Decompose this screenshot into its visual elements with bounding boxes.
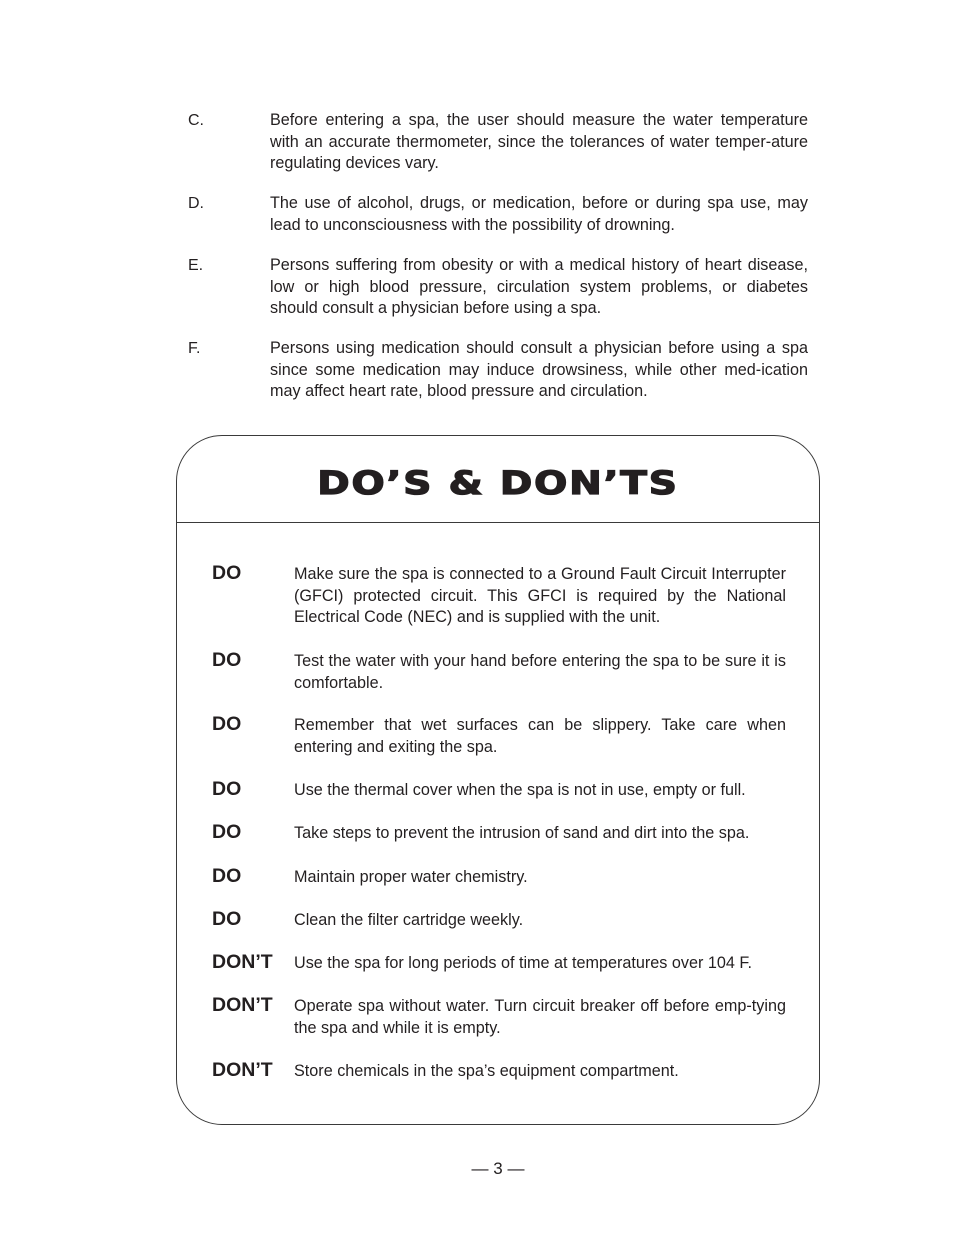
rule-text: Use the thermal cover when the spa is not in use, empty or full. (294, 781, 746, 799)
item-text: Persons using medication should consult a physician before using a spa since some medication may induce drowsiness, while other med-ication may affect heart rate, blood pressure and circulation. (270, 339, 808, 400)
title-divider (176, 522, 820, 523)
rule-text: Use the spa for long periods of time at temperatures over 104 F. (294, 954, 752, 972)
rule-text: Maintain proper water chemistry. (294, 868, 528, 886)
rule-text: Make sure the spa is connected to a Ground Fault Circuit Interrupter (GFCI) protected circuit. This GFCI is required by the National Electrical Code (NEC) and is supplied with the unit. (294, 565, 786, 626)
rule-tag: DON’T (212, 994, 273, 1016)
item-text: The use of alcohol, drugs, or medication, before or during spa use, may lead to unconsciousness with the possibility of drowning. (270, 194, 808, 234)
item-text: Persons suffering from obesity or with a medical history of heart disease, low or high blood pressure, circulation system problems, or diabetes should consult a physician before using a spa. (270, 256, 808, 317)
item-text: Before entering a spa, the user should measure the water temperature with an accurate thermometer, since the tolerances of water temper-ature regulating devices vary. (270, 111, 808, 172)
rule-tag: DON’T (212, 1059, 273, 1081)
rule-text: Store chemicals in the spa’s equipment compartment. (294, 1062, 679, 1080)
rule-text: Remember that wet surfaces can be slippery. Take care when entering and exiting the spa. (294, 716, 786, 756)
rule-text: Clean the filter cartridge weekly. (294, 911, 524, 929)
item-letter: D. (188, 195, 204, 212)
rule-text: Test the water with your hand before entering the spa to be sure it is comfortable. (294, 652, 786, 692)
rule-text: Take steps to prevent the intrusion of sand and dirt into the spa. (294, 824, 750, 842)
rule-tag: DO (212, 649, 242, 671)
rule-tag: DO (212, 713, 242, 735)
item-letter: E. (188, 257, 204, 274)
rule-tag: DO (212, 865, 242, 887)
rule-text: Operate spa without water. Turn circuit breaker off before emp-tying the spa and while it is empty. (294, 997, 786, 1037)
rule-tag: DO (212, 778, 242, 800)
item-letter: C. (188, 112, 204, 129)
rule-tag: DO (212, 908, 242, 930)
rule-tag: DO (212, 821, 242, 843)
dos-donts-box (176, 435, 820, 1125)
item-letter: F. (188, 340, 201, 357)
page-number: — 3 — (471, 1159, 525, 1178)
rule-tag: DO (212, 562, 242, 584)
rule-tag: DON’T (212, 951, 273, 973)
dos-donts-title: DO’S & DON’TS (317, 464, 679, 502)
